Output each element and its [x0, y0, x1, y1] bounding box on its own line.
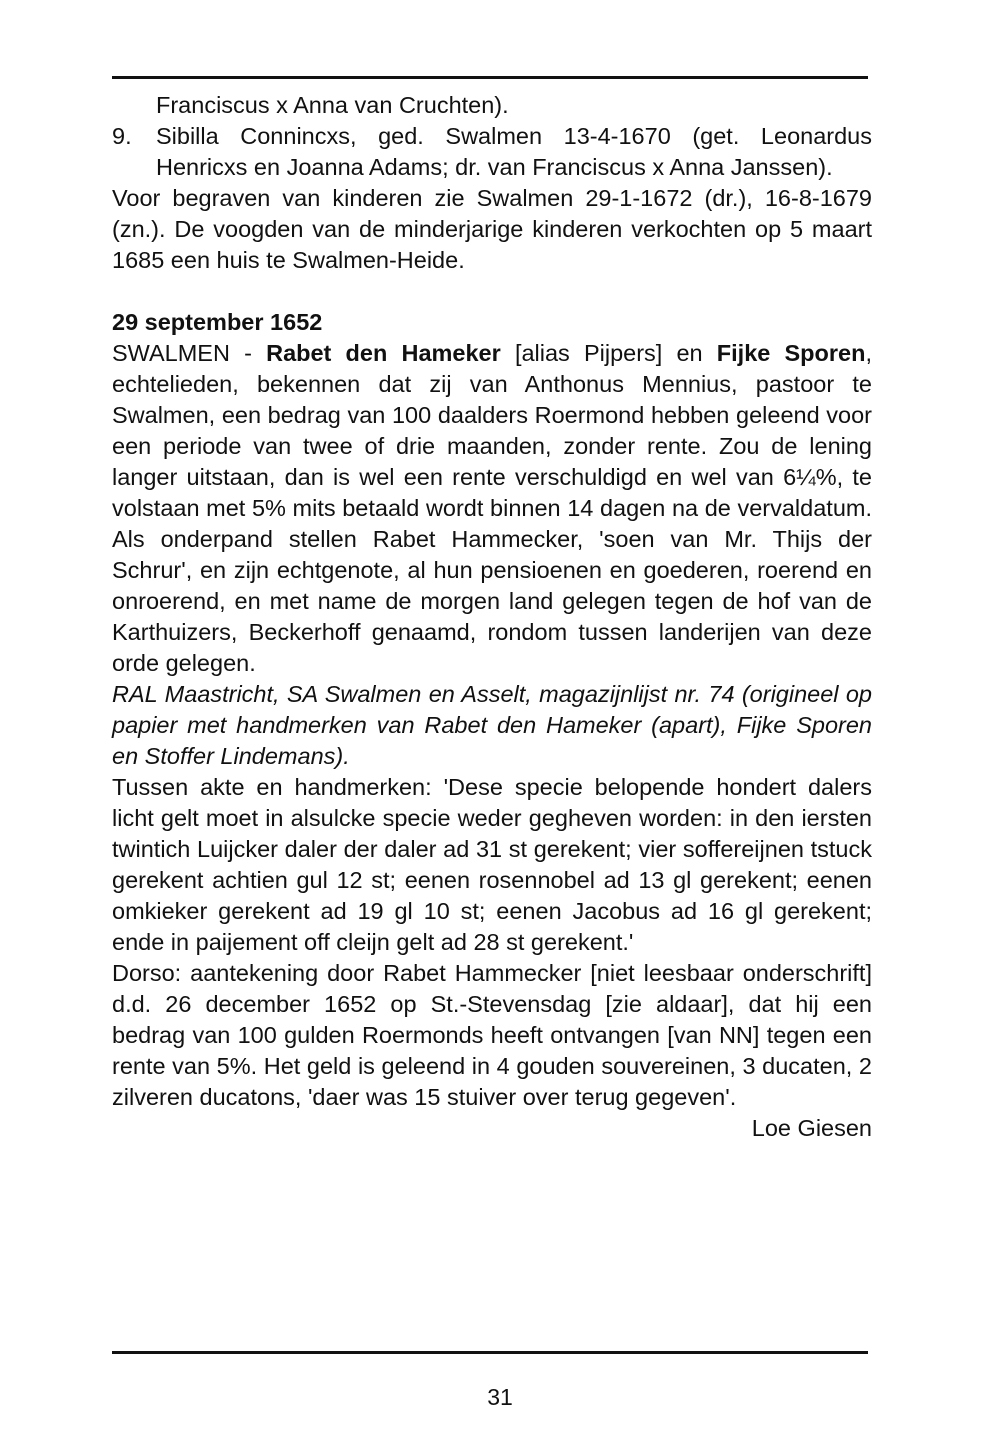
entry-body: , echtelieden, bekennen dat zij van Anthonus Mennius, pastoor te Swalmen, een bedrag van 100 daalders Roermond hebben geleend voor een periode van twee of drie maanden, zonder rente. Zou de lening langer uitstaan, dan is wel een rente verschuldigd en wel van 6¼%, te volstaan met 5% mits betaald wordt binnen 14 dagen na de vervaldatum. Als onderpand stellen Rabet Hammecker, 'soen van Mr. Thijs der Schrur', en zijn echtgenote, al hun pensioenen en goederen, roerend en onroerend, en met name de morgen land gelegen tegen de hof van de Karthuizers, Beckerhoff genaamd, rondom tussen landerijen van deze orde gelegen.	[112, 340, 872, 676]
dorso-paragraph: Dorso: aantekening door Rabet Hammecker [niet leesbaar onderschrift] d.d. 26 december 1652 op St.-Stevensdag [zie aldaar], dat hij een bedrag van 100 gulden Roermonds heeft ontvangen [van NN] tegen een rente van 5%. Het geld is geleend in 4 gouden souvereinen, 3 ducaten, 2 zilveren ducatons, 'daer was 15 stuiver over terug gegeven'.	[112, 960, 872, 1110]
author-signature: Loe Giesen	[751, 1115, 872, 1141]
entry-place: SWALMEN -	[112, 340, 267, 366]
entry-paragraph	[112, 338, 872, 679]
page-number: 31	[487, 1384, 513, 1410]
entry-date: 29 september 1652	[112, 309, 323, 335]
bottom-rule	[112, 1351, 868, 1354]
item-number: 9.	[112, 123, 132, 149]
section-gap	[112, 276, 872, 307]
entry-alias: [alias Pijpers] en	[500, 340, 717, 366]
between-paragraph: Tussen akte en handmerken: 'Dese specie belopende hondert dalers licht gelt moet in alsulcke specie weder gegheven worden: in den iersten twintich Luijcker daler der daler ad 31 st gerekent; vier soffereijnen tstuck gerekent achtien gul 12 st; eenen rosennobel ad 13 gl gerekent; eenen omkieker gerekent ad 19 gl 10 st; eenen Jacobus ad 16 gl gerekent; ende in paijement off cleijn gelt ad 28 st gerekent.'	[112, 774, 872, 955]
continuation-line: Franciscus x Anna van Cruchten).	[156, 92, 509, 118]
entry-person1: Rabet den Hameker	[266, 340, 501, 366]
top-rule	[112, 76, 868, 79]
burial-paragraph: Voor begraven van kinderen zie Swalmen 29-1-1672 (dr.), 16-8-1679 (zn.). De voogden van de minderjarige kinderen verkochten op 5 maart 1685 een huis te Swalmen-Heide.	[112, 185, 872, 273]
source-reference: RAL Maastricht, SA Swalmen en Asselt, magazijnlijst nr. 74 (origineel op papier met handmerken van Rabet den Hameker (apart), Fijke Sporen en Stoffer Lindemans).	[112, 681, 872, 769]
page-content	[112, 90, 872, 1144]
list-item	[112, 121, 872, 183]
item-text: Sibilla Connincxs, ged. Swalmen 13-4-1670 (get. Leonardus Henricxs en Joanna Adams; dr. van Franciscus x Anna Janssen).	[156, 123, 872, 180]
entry-person2: Fijke Sporen	[716, 340, 866, 366]
